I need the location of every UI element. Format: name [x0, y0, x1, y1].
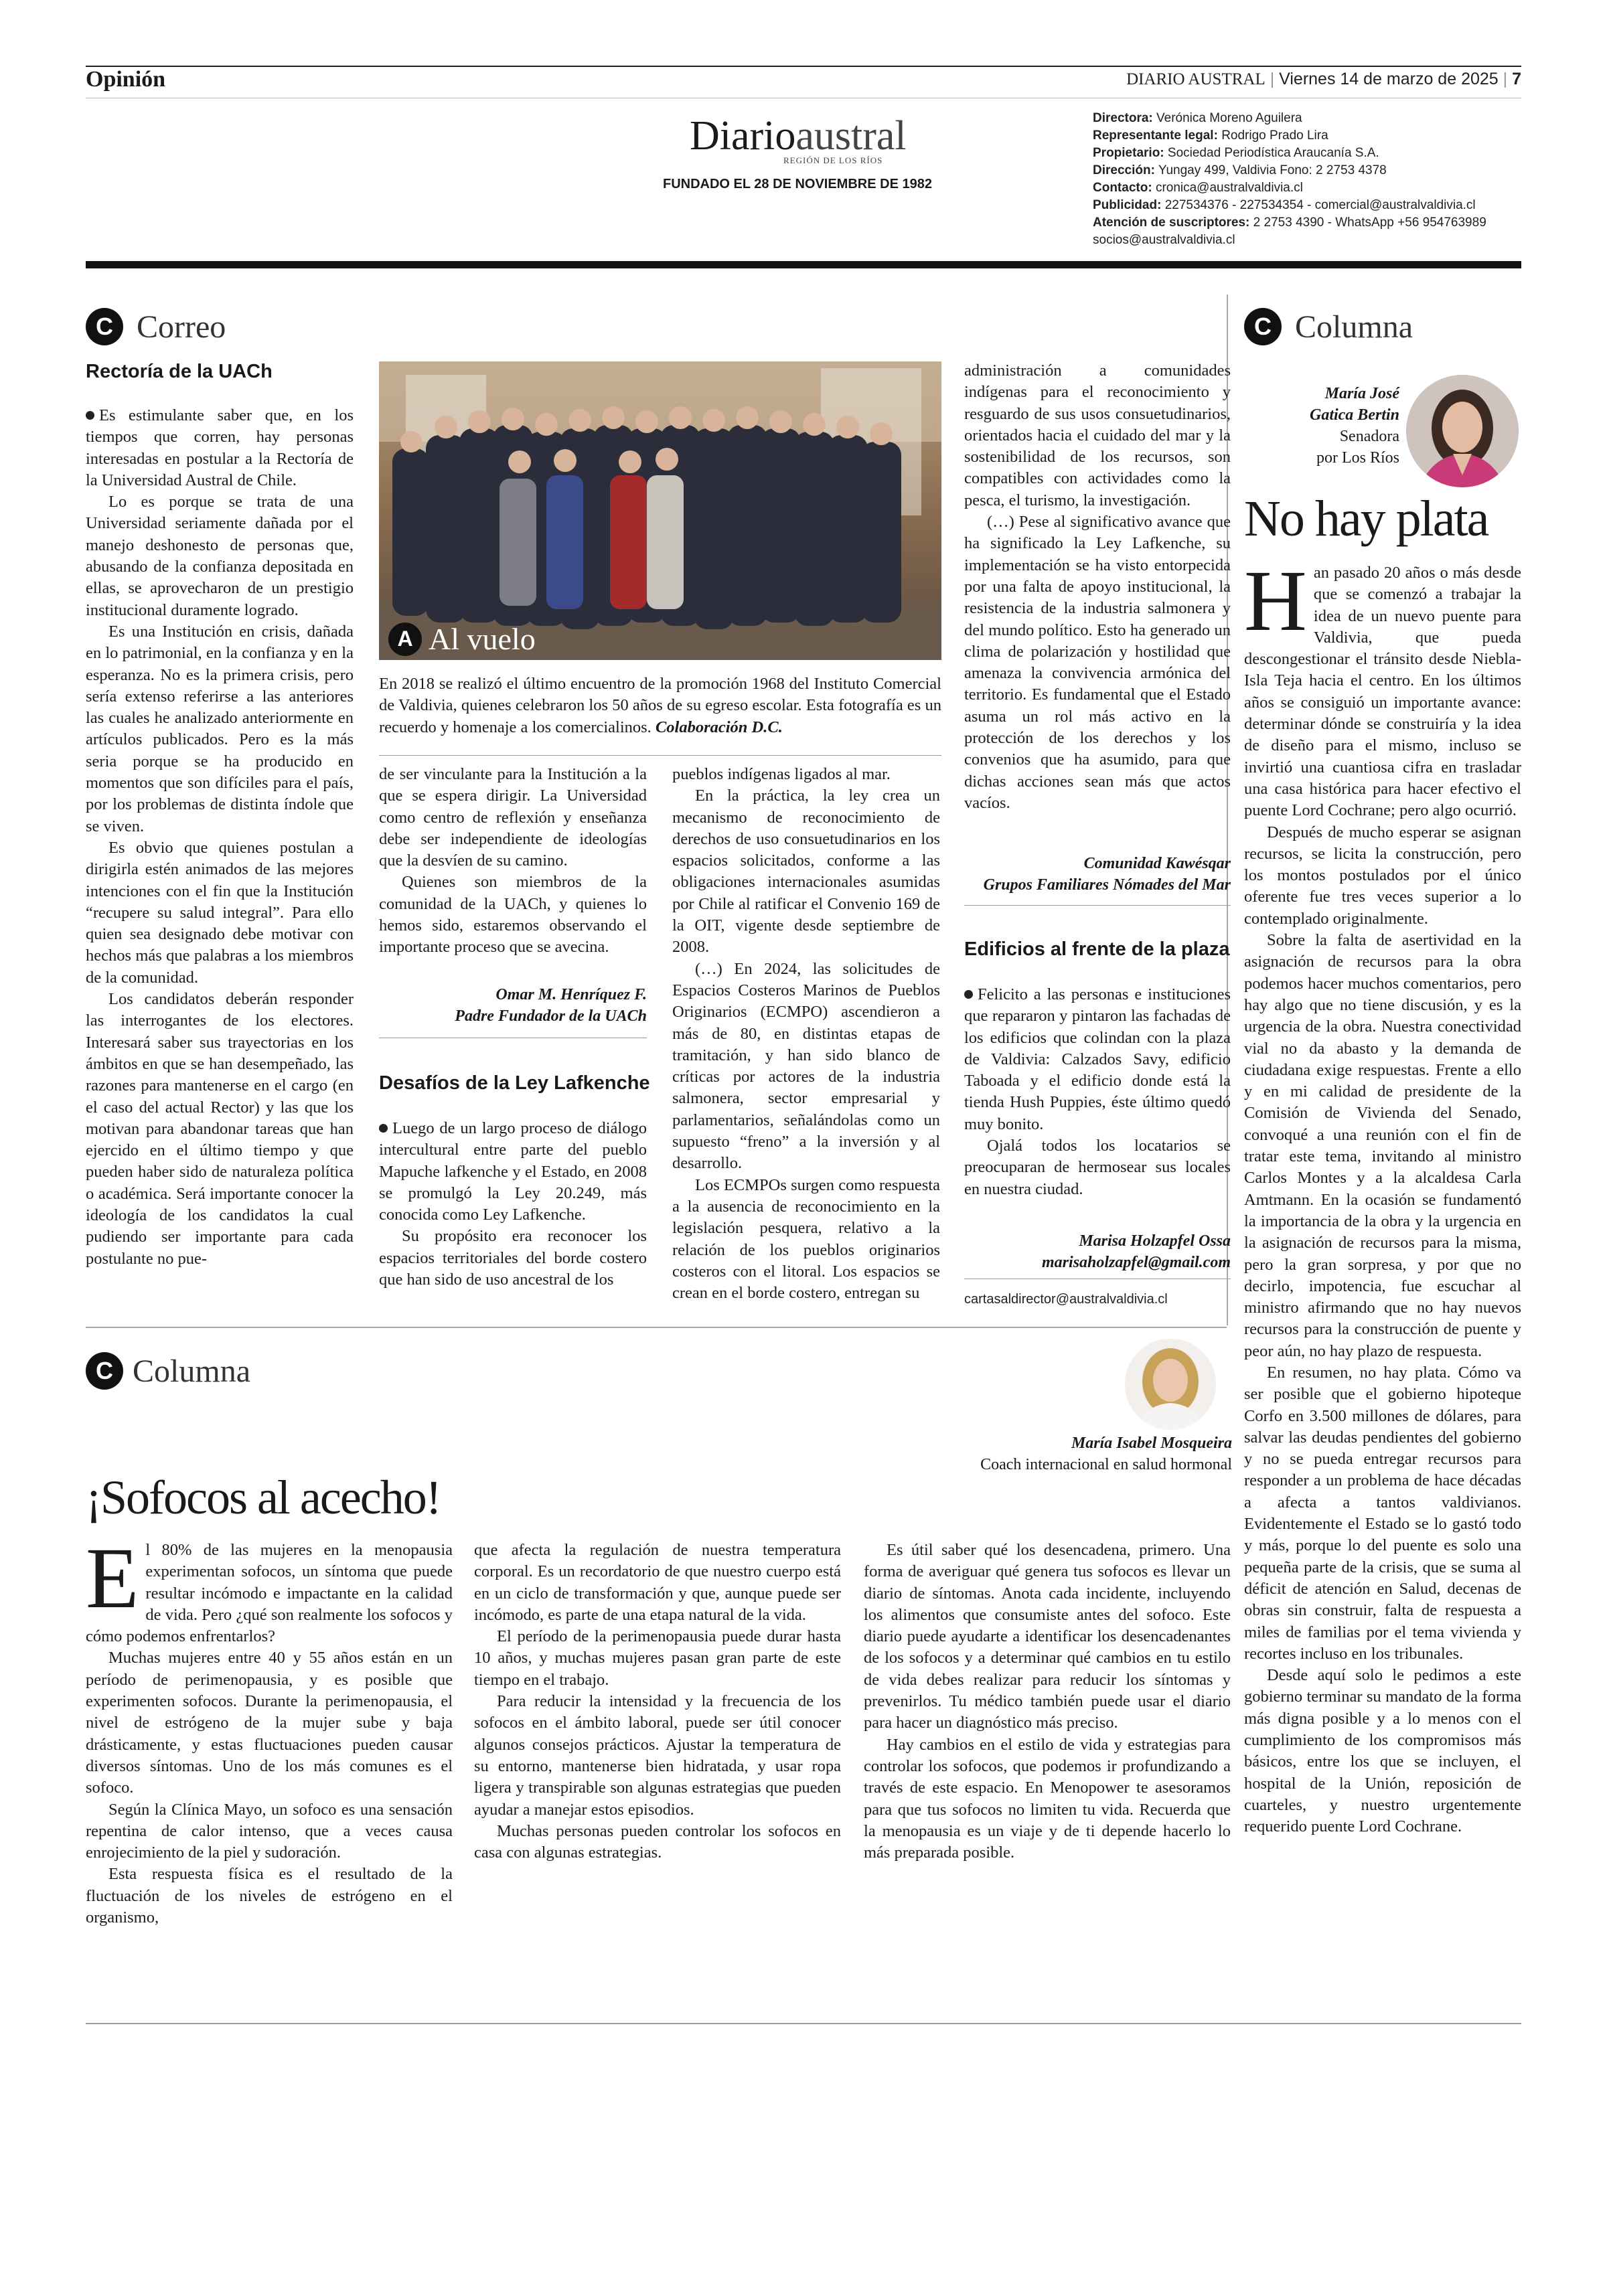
page-number: 7 — [1512, 70, 1521, 88]
letter-signature: Omar M. Henríquez F. Padre Fundador de la UACh — [455, 986, 647, 1025]
logo-diario: Diario — [690, 113, 796, 159]
columna-title: ¡Sofocos al acecho! — [86, 1471, 441, 1524]
columnist-avatar — [1125, 1339, 1216, 1430]
header-bottom-rule — [86, 261, 1521, 268]
issue-date: Viernes 14 de marzo de 2025 — [1279, 70, 1499, 88]
logo-region: REGIÓN DE LOS RÍOS — [783, 155, 883, 165]
letters-email[interactable]: cartasaldirector@australvaldivia.cl — [964, 1292, 1168, 1307]
newspaper-name: DIARIO AUSTRAL — [1126, 70, 1266, 88]
columna-title: No hay plata — [1244, 491, 1488, 547]
letter-body: Es estimulante saber que, en los tiempos que corren, hay personas interesadas en postular a la Rectoría de la Universidad Austral de Chile. Lo es porque se trata de una Universidad seriamente dañada por el manejo deshonesto de personas que, abusando de la confianza depositada en ellas, se aprovecharon de un prestigio institucional duramente logrado. Es una Institución en crisis, dañada en lo patrimonial, en la confianza y en la esperanza. No es la primera crisis, pero sería extenso referirse a las anteriores las cuales he analizado anteriormente en artículos publicados. Pero es la más seria porque se ha producido en momentos que son difíciles para el país, por los problemas de distinta índole que se viven. Es obvio que quienes postulan a dirigirla estén animados de las mejores intenciones con el fin que la Institución “recupere su salud integral”. Para ello quien sea designado debe motivar con hechos más que palabras a los miembros de la comunidad. Los candidatos deberán responder las interrogantes de los electores. Interesará saber sus trayectorias en los ámbitos en que se han desempeñado, las razones para mantenerse en el cargo (en el caso del actual Rector) y las que los motivan para abandonar tareas que han ejercido en el último tiempo y que pueden haber sido de naturaleza política o académica. Será importante conocer la ideología de los candidatos la cual pudiendo ser importante para cada postulante no pue- — [86, 406, 354, 1268]
drop-cap: E — [86, 1530, 139, 1627]
masthead: Directora: Verónica Moreno Aguilera Representante legal: Rodrigo Prado Lira Propietario: Sociedad Periodística Araucanía S.A. Dirección: Yungay 499, Valdivia Fono: 2 2753 4378 Contacto: cronica@australvaldivia.cl Publicidad: 227534376 - 227534354 - comercial@australvaldivia.cl Atención de suscriptores: 2 2753 4390 - WhatsApp +56 954763989 socios@australvaldivia.cl — [1093, 111, 1486, 247]
photo-credit: Colaboración D.C. — [655, 718, 783, 736]
columnist-info: María Isabel Mosqueira Coach internacional en salud hormonal — [980, 1434, 1232, 1473]
columna-header — [1244, 308, 1413, 345]
columna-body: El 80% de las mujeres en la menopausia experimentan sofocos, un síntoma que puede resultar incómodo e impactante en la calidad de vida. Pero ¿qué son realmente los sofocos y cómo podemos enfrentarlos? Muchas mujeres entre 40 y 55 años están en un período de perimenopausia, y es posible que experimenten sofocos. Durante la perimenopausia, el nivel de estrógeno de la mujer sube y baja drásticamente, y estas fluctuaciones pueden causar diversos síntomas. Uno de los más comunes es el sofoco. Según la Clínica Mayo, un sofoco es una sensación repentina de calor intenso, que a veces causa enrojecimiento de la piel y sudoración. Esta respuesta física es el resultado de la fluctuación de los niveles de estrógeno en el organismo, — [86, 1530, 453, 1927]
letter-title: Edificios al frente de la plaza — [964, 938, 1230, 960]
columna-badge: C — [1244, 308, 1282, 345]
founded-line: FUNDADO EL 28 DE NOVIEMBRE DE 1982 — [663, 177, 932, 191]
letter-body-continued: de ser vinculante para la Institución a la que se espera dirigir. La Universidad como centro de reflexión y enseñanza debe ser independiente de ideologías que la desvíen de su camino. Quienes son miembros de la comunidad de la UACh, y quienes lo hemos sido, estaremos observando el importante proceso que se avecina. — [379, 765, 647, 957]
letter-body-continued: administración a comunidades indígenas para el reconocimiento y resguardo de sus usos consuetudinarios, orientados hacia el cuidado del mar y la sostenibilidad de los recursos, son compatibles con actividades como la pesca, el turismo, la investigación. (…) Pese al significativo avance que ha significado la Ley Lafkenche, su implementación se ha visto entorpecida por una falta de apoyo institucional, la resistencia de la industria salmonera y del mundo político. Esto ha generado un clima de polarización y hostilidad que amenaza la convivencia armónica del territorio. Es fundamental que el Estado asuma un rol más activo en la protección de los derechos y los convenios que ha asumido, para que dichas acciones sean más que actos vacíos. — [964, 361, 1231, 812]
letter-body: Felicito a las personas e instituciones que repararon y pintaron las fachadas de los edificios que colindan con la plaza de Valdivia: Calzados Savy, edificio Taboada y el edificio donde está la tienda Hush Puppies, éste último quedó muy bonito. Ojalá todos los locatarios se preocuparan de hermosear sus locales en nuestra ciudad. — [964, 985, 1231, 1198]
columnist-avatar — [1406, 375, 1519, 487]
letter-title: Desafíos de la Ley Lafkenche — [379, 1072, 650, 1094]
section-name: Opinión — [86, 67, 166, 92]
columna-body-continued: que afecta la regulación de nuestra temperatura corporal. Es un recordatorio de que nuestro cuerpo está en un ciclo de transformación y que, aunque puede ser incómodo, es parte de una etapa natural de la vida. El período de la perimenopausia puede durar hasta 10 años, y muchas mujeres pasan gran parte de este tiempo en el trabajo. Para reducir la intensidad y la frecuencia de los sofocos en el ámbito laboral, puede ser útil conocer algunos consejos prácticos. Ajustar la temperatura de su entorno, mantenerse bien hidratada, y usar ropa ligera y transpirable son algunas estrategias que pueden ayudar a manejar estos episodios. Muchas personas pueden controlar los sofocos en casa con algunas estrategias. — [474, 1541, 841, 1862]
correo-label: Correo — [137, 309, 226, 345]
alvuelo-label — [388, 621, 536, 657]
columna-label: Columna — [133, 1353, 250, 1389]
letter-signature: Marisa Holzapfel Ossa marisaholzapfel@gmail.com — [1042, 1232, 1231, 1271]
columnist-info: María José Gatica Bertin Senadora por Los Ríos — [1309, 385, 1399, 467]
letter-signature: Comunidad Kawésqar Grupos Familiares Nómades del Mar — [983, 855, 1231, 894]
letter-title: Rectoría de la UACh — [86, 361, 273, 382]
logo-austral: austral — [795, 113, 907, 159]
photo-caption: En 2018 se realizó el último encuentro de la promoción 1968 del Instituto Comercial de Valdivia, quienes celebraron los 50 años de su egreso escolar. Esta fotografía es un recuerdo y homenaje a los comercialinos. Colaboración D.C. — [379, 675, 941, 736]
alvuelo-photo — [379, 361, 941, 660]
alvuelo-badge: A — [388, 623, 422, 656]
alvuelo-title: Al vuelo — [429, 622, 536, 656]
group-photo — [379, 361, 941, 660]
drop-cap: H — [1244, 553, 1307, 649]
newspaper-logo — [690, 112, 907, 160]
columna-body: Han pasado 20 años o más desde que se comenzó a trabajar la idea de un nuevo puente para Valdivia, que pueda descongestionar el tránsito desde Niebla-Isla Teja hacia el centro. En los últimos años se consiguió un importante avance: determinar dónde se construiría y la idea de diseño para el mismo, incluso se invirtió una cuantiosa cifra en trasladar una casa histórica para hacer efectivo el puente Lord Cochrane; pero algo ocurrió. Después de mucho esperar se asignan recursos, se licita la construcción, pero los montos postulados por el único oferente fue tres veces superior a lo contemplado originalmente. Sobre la falta de asertividad en la asignación de recursos para la obra podemos hacer muchos comentarios, pero hay algo que no tiene discusión, y es la urgencia de la obra. Nuestra conectividad vial no da abasto y la demanda de ciudadana exige respuestas. Frente a ello y en mi calidad de presidente de la Comisión de Vivienda del Senado, convoqué a una reunión con el fin de tratar este tema, invitando al ministro Carlos Montes y a la alcaldesa Carla Amtmann. En la ocasión se fundamentó la importancia de la obra y la urgencia en la asignación de recursos para la misma, pero la gran sorpresa, y por que no decirlo, impotencia, fue escuchar al ministro afirmando que no hay nuevos recursos para la construcción de puente y peor aún, no hay plazo de respuesta. En resumen, no hay plata. Cómo va ser posible que el gobierno hipoteque Corfo en 3.500 millones de dólares, para salvar las deudas pendientes del gobierno y no se pueda entregar recursos para responder a un problema de hace décadas a afecta a tantos valdivianos. Evidentemente el Estado se lo gastó todo y más, porque lo del puente es solo una pequeña parte de la crisis, que se suma al déficit de atención en Salud, decenas de obras sin construir, falta de respuesta a miles de familias por el tema vivienda y recortes incluso en los tribunales. Desde aquí solo le pedimos a este gobierno terminar su mandato de la forma más digna posible y a lo menos con el cumplimiento de los compromisos más básicos, entre los que se incluyen, el hospital de la Unión, reposición de cuarteles, y nuestro urgentemente requerido puente Lord Cochrane. — [1244, 553, 1521, 1836]
correo-badge: C — [86, 308, 123, 345]
columna-header — [86, 1352, 250, 1390]
letter-body: Luego de un largo proceso de diálogo intercultural entre parte del pueblo Mapuche lafkenche y el Estado, en 2008 se promulgó la Ley 20.249, más conocida como Ley Lafkenche. Su propósito era reconocer los espacios territoriales del borde costero que han sido de uso ancestral de los — [379, 1119, 647, 1289]
correo-header — [86, 308, 226, 345]
columna-badge: C — [86, 1352, 123, 1390]
letter-body-continued: pueblos indígenas ligados al mar. En la práctica, la ley crea un mecanismo de reconocimiento de derechos de uso consuetudinarios en los espacios solicitados, conforme a las obligaciones internacionales asumidas por Chile al ratificar el Convenio 169 de la OIT, vigente desde septiembre de 2008. (…) En 2024, las solicitudes de Espacios Costeros Marinos de Pueblos Originarios (ECMPO) ascendieron a más de 80, en distintas etapas de tramitación, y han sido blanco de críticas por actores de la industria salmonera, sector empresarial y parlamentarios, señalándolas como un supuesto “freno” a la inversión y al desarrollo. Los ECMPOs surgen como respuesta a la ausencia de reconocimiento en la legislación pesquera, relativo a la relación de los pueblos originarios costeros con el litoral. Los espacios se crean en el borde costero, entregan su — [672, 765, 940, 1303]
columna-label: Columna — [1295, 309, 1413, 345]
columna-body-continued: Es útil saber qué los desencadena, primero. Una forma de averiguar qué genera tus sofocos es llevar un diario de síntomas. Anota cada incidente, incluyendo los alimentos que consumiste antes del sofoco. Este diario puede ayudarte a identificar los desencadenantes de los sofocos y a determinar qué cambios en tu estilo de vida debes realizar para reducir los síntomas y prevenirlos. Tu médico también puede usar el diario para hacer un diagnóstico más preciso. Hay cambios en el estilo de vida y estrategias para controlar los sofocos, que podemos ir profundizando a través de este espacio. En Menopower te asesoramos para que tus sofocos no limiten tu vida. Recuerda que la menopausia es un viaje y de ti depende hacerlo lo más preparada posible. — [864, 1541, 1231, 1862]
page-folio: DIARIO AUSTRAL | Viernes 14 de marzo de 2025 | 7 — [1126, 70, 1521, 88]
